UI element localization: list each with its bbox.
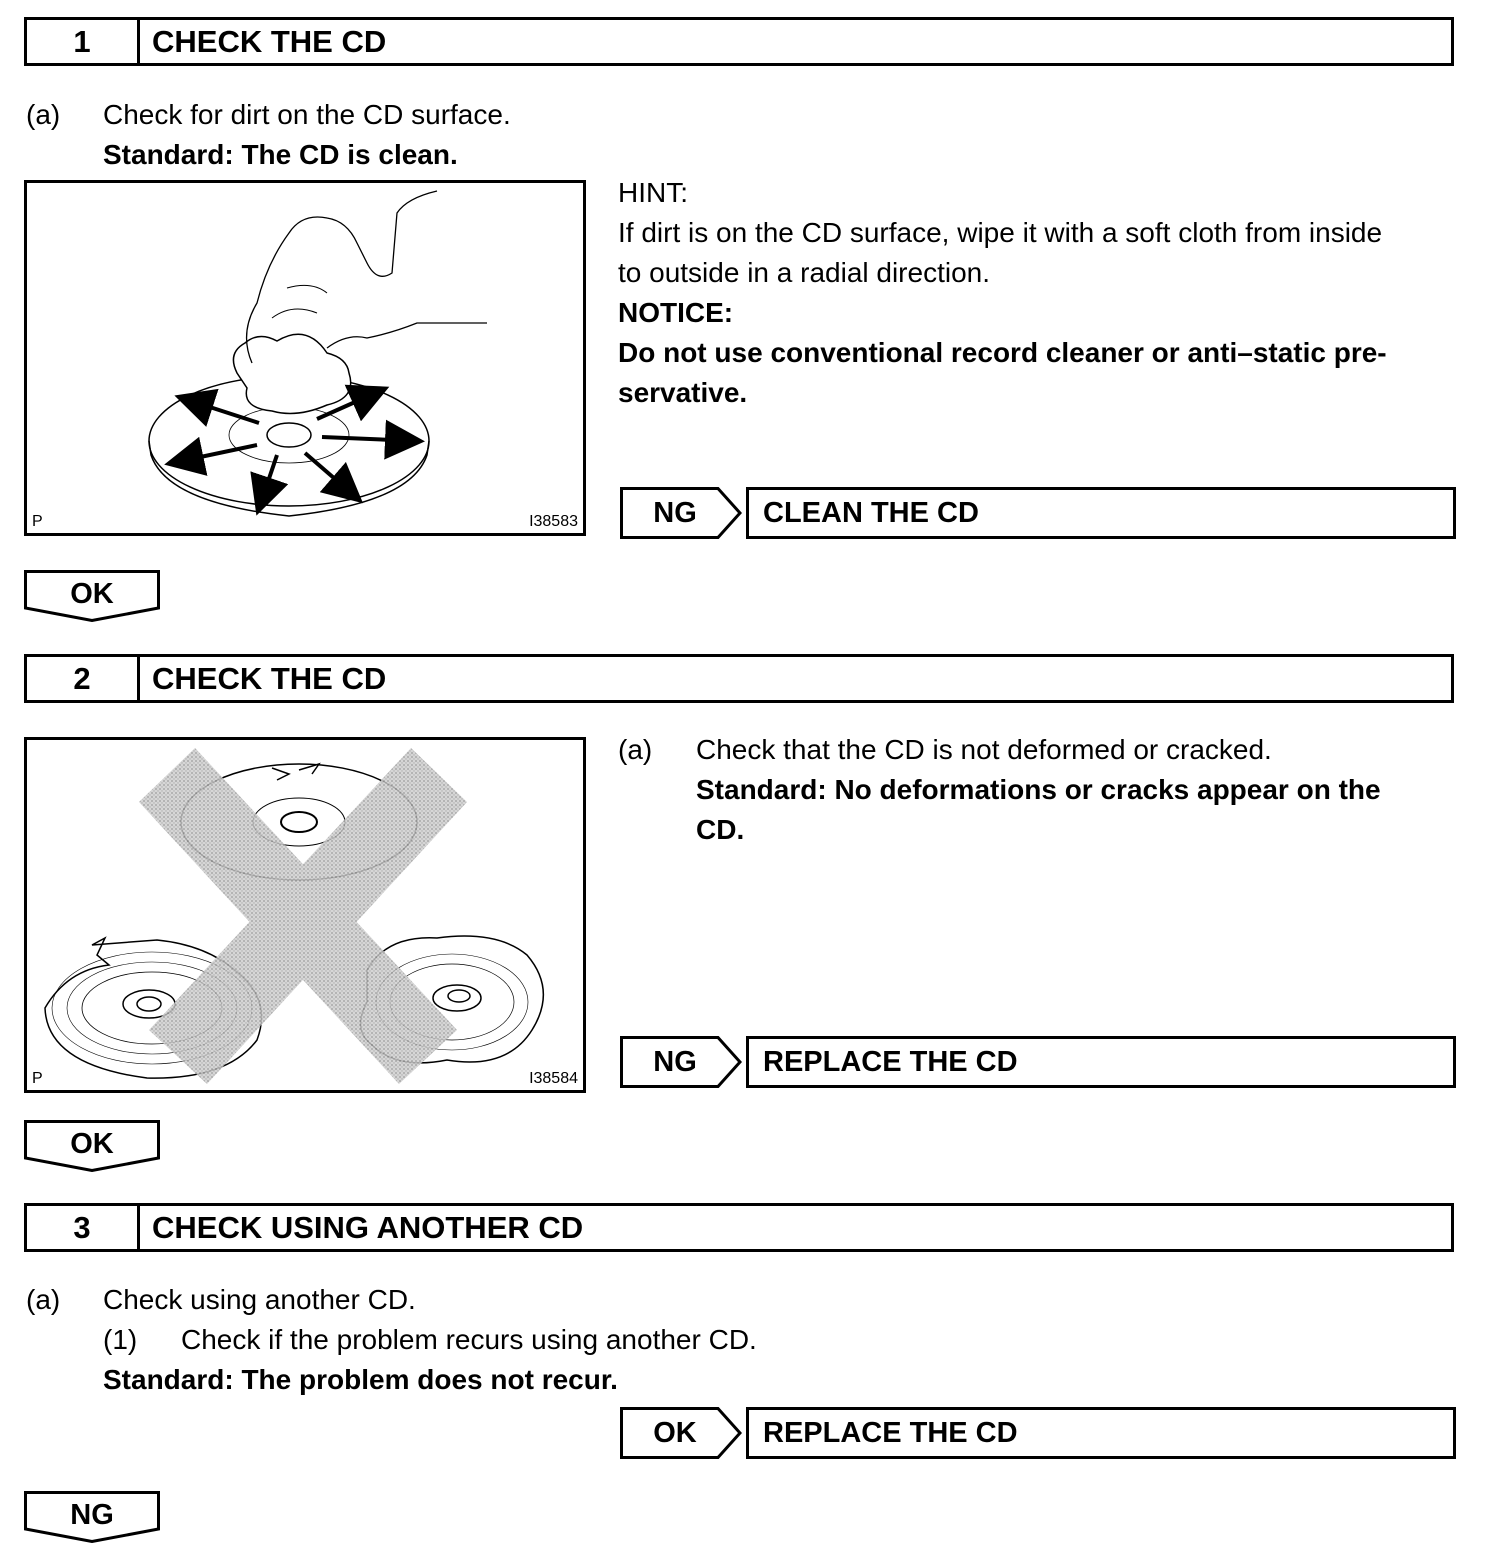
notice-line: servative.: [618, 377, 748, 408]
step-3-header: [24, 1203, 1454, 1252]
item-text: Check that the CD is not deformed or cracked.: [696, 734, 1272, 765]
standard-text: Standard: The CD is clean.: [103, 139, 458, 170]
sub-item-text: Check if the problem recurs using another CD.: [181, 1324, 757, 1355]
figure-corner-label: P: [32, 513, 43, 530]
ok-tag: [620, 1407, 742, 1459]
item-marker: (a): [26, 99, 61, 130]
hint-line: to outside in a radial direction.: [618, 257, 990, 288]
step-title: CHECK THE CD: [152, 23, 387, 59]
ng-result-box: REPLACE THE CD: [746, 1036, 1456, 1088]
ok-tag-label: OK: [653, 1416, 697, 1449]
ok-tag-label: OK: [70, 577, 114, 610]
hint-label: HINT:: [618, 177, 688, 208]
item-text: Check for dirt on the CD surface.: [103, 99, 511, 130]
ng-tag-label: NG: [70, 1498, 114, 1531]
notice-label: NOTICE:: [618, 297, 734, 328]
step-number: 1: [27, 20, 140, 63]
item-marker: (a): [26, 1284, 61, 1315]
step-title: CHECK THE CD: [152, 660, 387, 696]
damaged-cd-illustration: [27, 740, 583, 1090]
figure-id: I38583: [529, 513, 578, 530]
cd-wipe-illustration: [27, 183, 583, 533]
ok-result-box: REPLACE THE CD: [746, 1407, 1456, 1459]
standard-text: Standard: No deformations or cracks appear on the: [696, 774, 1381, 805]
notice-line: Do not use conventional record cleaner or anti–static pre-: [618, 337, 1387, 368]
step-number: 3: [27, 1206, 140, 1249]
item-text: Check using another CD.: [103, 1284, 416, 1315]
ok-tag: [24, 570, 160, 622]
ng-result-box: CLEAN THE CD: [746, 487, 1456, 539]
step-title: CHECK USING ANOTHER CD: [152, 1209, 584, 1245]
standard-text: CD.: [696, 814, 745, 845]
step-1-header: [24, 17, 1454, 66]
step-number: 2: [27, 657, 140, 700]
ok-tag: [24, 1120, 160, 1172]
ng-tag: [24, 1491, 160, 1543]
ng-tag: [620, 1036, 742, 1088]
sub-item-marker: (1): [103, 1324, 138, 1355]
ng-tag-label: NG: [653, 1045, 697, 1078]
ng-tag: [620, 487, 742, 539]
hint-line: If dirt is on the CD surface, wipe it with a soft cloth from inside: [618, 217, 1383, 248]
figure-corner-label: P: [32, 1070, 43, 1087]
step-2-header: [24, 654, 1454, 703]
cd-cleaning-figure: [24, 180, 586, 536]
standard-text: Standard: The problem does not recur.: [103, 1364, 618, 1395]
damaged-cd-figure: [24, 737, 586, 1093]
figure-id: I38584: [529, 1070, 578, 1087]
ok-tag-label: OK: [70, 1127, 114, 1160]
ng-tag-label: NG: [653, 496, 697, 529]
item-marker: (a): [618, 734, 653, 765]
